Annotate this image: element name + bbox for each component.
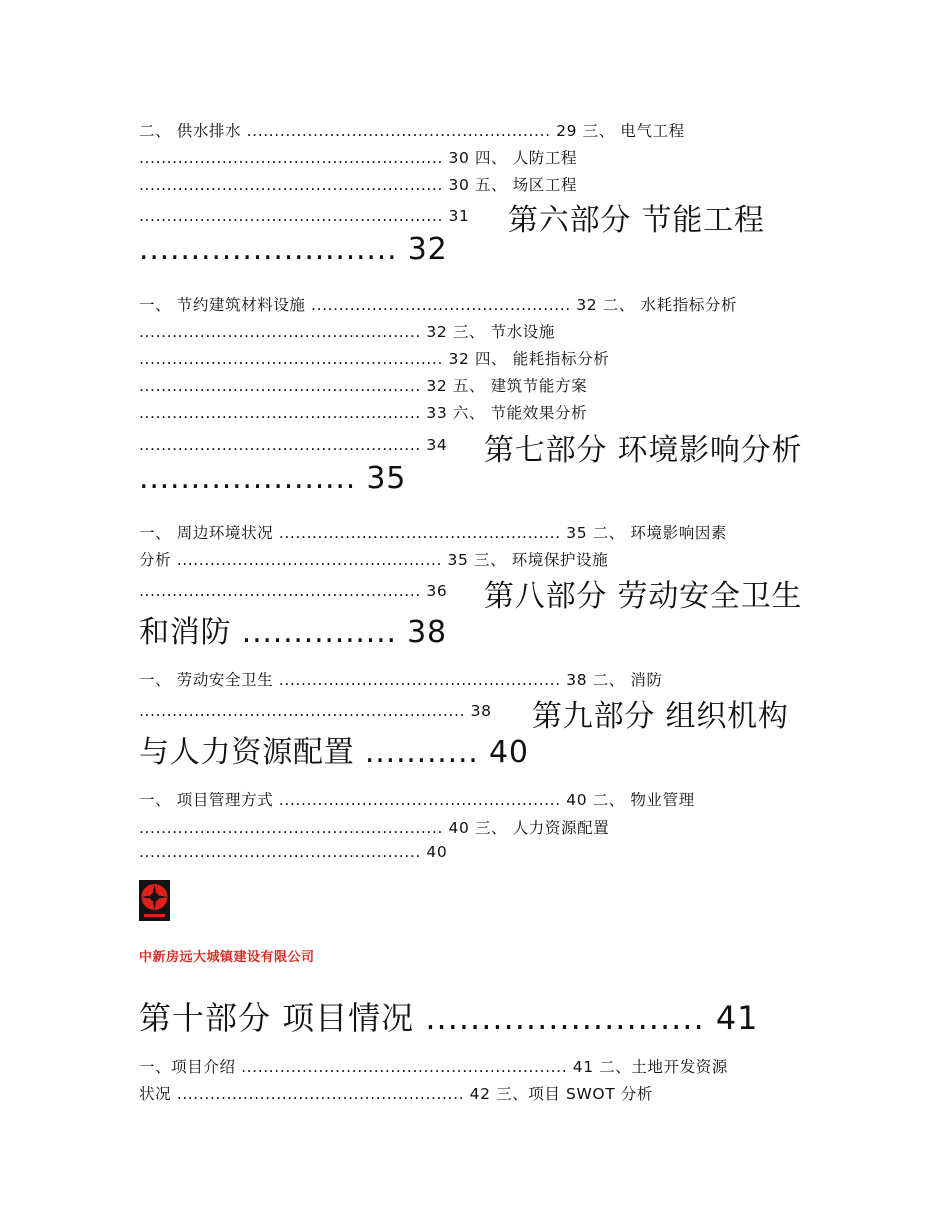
toc-line: ....................................................... 31 [139, 207, 470, 225]
toc-line: ....................................................... 40 三、 人力资源配置 [139, 819, 610, 837]
toc-line: ................................................... 40 [139, 843, 448, 861]
toc-heading-page: ......................... 32 [139, 232, 448, 267]
toc-line: 一、项目介绍 ........................................................... 41 二、土地开发资源 [139, 1058, 728, 1076]
toc-heading-page: 和消防 ............... 38 [139, 615, 447, 650]
toc-line: 分析 ................................................ 35 三、 环境保护设施 [139, 551, 609, 569]
toc-heading-part-10: 第十部分 项目情况 ......................... 41 [139, 999, 759, 1037]
toc-line: 二、 供水排水 ....................................................... 29 三、 电气工程 [139, 122, 685, 140]
toc-line: ........................................................... 38 [139, 702, 492, 720]
company-name: 中新房远大城镇建设有限公司 [139, 950, 315, 965]
toc-line: 一、 周边环境状况 ................................................... 35 二、 环境影响因素 [139, 524, 728, 542]
toc-line: ................................................... 33 六、 节能效果分析 [139, 404, 588, 422]
toc-line: ................................................... 34 [139, 436, 448, 454]
toc-line: 一、 劳动安全卫生 ................................................... 38 二、 消防 [139, 671, 663, 689]
toc-line: 一、 节约建筑材料设施 ............................................... 32 二、 水耗指标分析 [139, 296, 738, 314]
toc-line: ................................................... 36 [139, 582, 448, 600]
toc-heading-page: ..................... 35 [139, 461, 407, 496]
toc-heading-part-6: 第六部分 节能工程 [508, 203, 765, 238]
toc-line: ....................................................... 30 五、 场区工程 [139, 176, 578, 194]
toc-line: 一、 项目管理方式 ................................................... 40 二、 物业管理 [139, 791, 695, 809]
toc-heading-part-9: 第九部分 组织机构 [532, 699, 789, 734]
toc-heading-part-8: 第八部分 劳动安全卫生 [484, 579, 803, 614]
toc-line: ....................................................... 30 四、 人防工程 [139, 149, 578, 167]
toc-line: ....................................................... 32 四、 能耗指标分析 [139, 350, 610, 368]
toc-line: ................................................... 32 三、 节水设施 [139, 323, 555, 341]
toc-line: ................................................... 32 五、 建筑节能方案 [139, 377, 588, 395]
toc-line: 状况 .................................................... 42 三、项目 SWOT 分析 [139, 1085, 653, 1103]
company-logo-icon [139, 880, 170, 921]
toc-heading-page: 与人力资源配置 ........... 40 [139, 735, 529, 770]
toc-heading-part-7: 第七部分 环境影响分析 [484, 433, 803, 468]
